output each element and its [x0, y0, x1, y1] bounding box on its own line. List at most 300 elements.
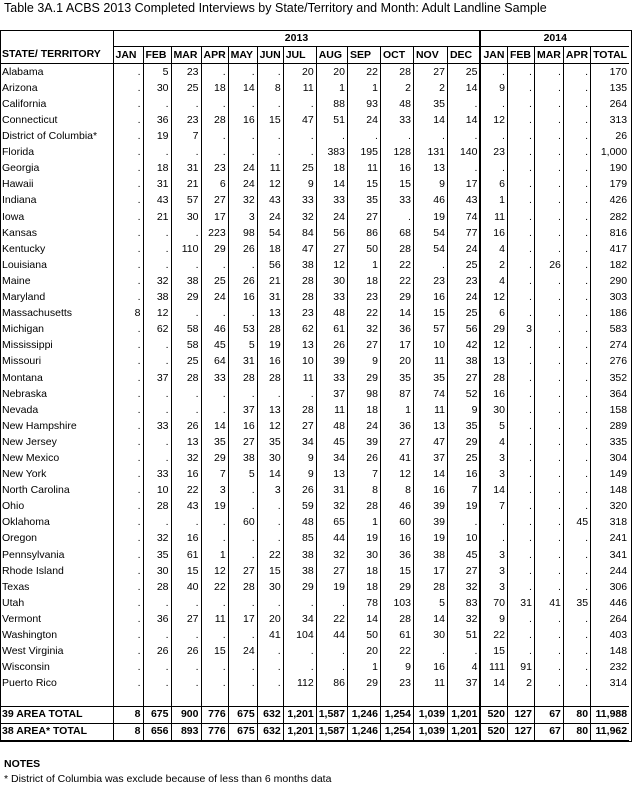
table-row	[0, 225, 629, 241]
value-cell: 27	[380, 434, 413, 450]
value-cell: 5	[143, 64, 171, 81]
value-cell: 15	[380, 177, 413, 193]
value-cell: 30	[347, 547, 380, 563]
value-cell: .	[563, 354, 590, 370]
value-cell: .	[563, 627, 590, 643]
spacer-cell	[480, 692, 507, 707]
value-cell: 26	[591, 129, 630, 145]
column-header-sep: SEP	[347, 47, 380, 64]
value-cell: 8	[347, 483, 380, 499]
interviews-table	[0, 30, 629, 741]
value-cell: .	[201, 386, 228, 402]
value-cell: 127	[507, 706, 534, 723]
value-cell: 776	[201, 706, 228, 723]
value-cell: .	[143, 595, 171, 611]
value-cell: 70	[480, 595, 507, 611]
table-body	[0, 64, 629, 741]
value-cell: 34	[316, 450, 347, 466]
value-cell: .	[143, 402, 171, 418]
value-cell: 42	[447, 338, 480, 354]
value-cell: 28	[480, 370, 507, 386]
value-cell: 170	[591, 64, 630, 81]
value-cell: 22	[347, 306, 380, 322]
value-cell: 776	[201, 723, 228, 740]
value-cell: 8	[113, 306, 143, 322]
value-cell: .	[563, 129, 590, 145]
value-cell: 38	[283, 257, 316, 273]
value-cell: 44	[316, 627, 347, 643]
value-cell: .	[563, 257, 590, 273]
value-cell: 34	[283, 611, 316, 627]
value-cell: 1,039	[413, 723, 447, 740]
value-cell: 11	[480, 209, 507, 225]
table-row	[0, 338, 629, 354]
table-row	[0, 595, 629, 611]
value-cell: 23	[283, 306, 316, 322]
value-cell: 61	[380, 627, 413, 643]
table-row	[0, 515, 629, 531]
spacer-cell	[228, 692, 257, 707]
value-cell: 39	[347, 434, 380, 450]
table-row	[0, 499, 629, 515]
value-cell: .	[228, 676, 257, 692]
value-cell: 30	[171, 209, 201, 225]
value-cell: 38	[283, 563, 316, 579]
value-cell: 276	[591, 354, 630, 370]
value-cell: 1	[201, 547, 228, 563]
value-cell: 656	[143, 723, 171, 740]
value-cell: 32	[143, 531, 171, 547]
value-cell: 1,587	[316, 706, 347, 723]
value-cell: 1,254	[380, 706, 413, 723]
value-cell: .	[507, 418, 534, 434]
value-cell: 111	[480, 660, 507, 676]
value-cell: 32	[447, 611, 480, 627]
value-cell: 25	[447, 64, 480, 81]
value-cell: .	[413, 644, 447, 660]
value-cell: 16	[480, 386, 507, 402]
table-row	[0, 723, 629, 740]
table-row	[0, 354, 629, 370]
value-cell: 17	[447, 177, 480, 193]
value-cell: 22	[316, 611, 347, 627]
value-cell: 26	[228, 241, 257, 257]
value-cell: 31	[316, 483, 347, 499]
value-cell: .	[113, 354, 143, 370]
value-cell: .	[257, 644, 283, 660]
value-cell: .	[534, 579, 563, 595]
value-cell: 58	[171, 338, 201, 354]
value-cell: .	[507, 499, 534, 515]
value-cell: 74	[447, 209, 480, 225]
table-row	[0, 322, 629, 338]
value-cell: 41	[380, 450, 413, 466]
value-cell: .	[201, 515, 228, 531]
value-cell: 28	[283, 402, 316, 418]
value-cell: .	[316, 644, 347, 660]
value-cell: 41	[257, 627, 283, 643]
state-name-cell: Michigan	[2, 323, 45, 336]
value-cell: .	[534, 225, 563, 241]
table-row	[0, 145, 629, 161]
value-cell: 5	[228, 338, 257, 354]
value-cell: 15	[171, 563, 201, 579]
value-cell: .	[534, 644, 563, 660]
value-cell: 3	[228, 209, 257, 225]
value-cell: .	[171, 676, 201, 692]
state-name-cell: Louisiana	[2, 258, 47, 271]
value-cell: .	[447, 644, 480, 660]
value-cell: .	[113, 370, 143, 386]
value-cell: .	[257, 531, 283, 547]
value-cell: .	[534, 370, 563, 386]
table-row	[0, 161, 629, 177]
value-cell: .	[113, 145, 143, 161]
value-cell: 11	[413, 402, 447, 418]
value-cell: .	[534, 80, 563, 96]
value-cell: 24	[228, 161, 257, 177]
value-cell: 29	[347, 676, 380, 692]
value-cell: 675	[228, 706, 257, 723]
value-cell: 11,988	[591, 706, 630, 723]
value-cell: .	[563, 547, 590, 563]
value-cell: 26	[283, 483, 316, 499]
value-cell: 35	[257, 434, 283, 450]
column-header-mar: MAR	[534, 47, 563, 64]
state-name-cell: California	[2, 97, 47, 110]
value-cell: 23	[480, 145, 507, 161]
column-header-may: MAY	[228, 47, 257, 64]
value-cell: .	[507, 563, 534, 579]
value-cell: .	[563, 273, 590, 289]
value-cell: 15	[347, 177, 380, 193]
column-header-state: STATE/ TERRITORY	[0, 47, 113, 64]
value-cell: .	[228, 64, 257, 81]
value-cell: 11,962	[591, 723, 630, 740]
value-cell: 34	[283, 434, 316, 450]
value-cell: 190	[591, 161, 630, 177]
value-cell: .	[534, 96, 563, 112]
value-cell: 290	[591, 273, 630, 289]
value-cell: .	[228, 627, 257, 643]
value-cell: .	[534, 402, 563, 418]
year-header-2013: 2013	[113, 30, 480, 47]
value-cell: 60	[380, 515, 413, 531]
value-cell: 25	[447, 306, 480, 322]
value-cell: 27	[447, 563, 480, 579]
value-cell: 86	[347, 225, 380, 241]
value-cell: .	[507, 627, 534, 643]
value-cell: 25	[171, 354, 201, 370]
value-cell: .	[113, 627, 143, 643]
value-cell: .	[257, 595, 283, 611]
table-row	[0, 563, 629, 579]
value-cell: 64	[201, 354, 228, 370]
value-cell: .	[113, 531, 143, 547]
value-cell: 62	[143, 322, 171, 338]
value-cell: .	[113, 257, 143, 273]
value-cell: 39	[316, 354, 347, 370]
value-cell: 13	[413, 418, 447, 434]
value-cell: .	[563, 80, 590, 96]
value-cell: .	[201, 64, 228, 81]
value-cell: 19	[413, 209, 447, 225]
value-cell: .	[113, 563, 143, 579]
spacer-cell	[534, 692, 563, 707]
value-cell: 148	[591, 483, 630, 499]
value-cell: 43	[143, 193, 171, 209]
value-cell: .	[228, 483, 257, 499]
value-cell: .	[171, 145, 201, 161]
value-cell: .	[563, 611, 590, 627]
value-cell: 304	[591, 450, 630, 466]
value-cell: .	[316, 129, 347, 145]
value-cell: 80	[563, 723, 590, 740]
value-cell: 30	[316, 273, 347, 289]
value-cell: 23	[413, 273, 447, 289]
value-cell: .	[171, 402, 201, 418]
value-cell: 48	[283, 515, 316, 531]
value-cell: .	[283, 386, 316, 402]
value-cell: 13	[283, 338, 316, 354]
value-cell: 313	[591, 112, 630, 128]
value-cell: .	[507, 96, 534, 112]
value-cell: 54	[413, 241, 447, 257]
value-cell: 4	[480, 241, 507, 257]
value-cell: 19	[201, 499, 228, 515]
value-cell: 47	[283, 241, 316, 257]
value-cell: .	[113, 515, 143, 531]
value-cell: 28	[283, 273, 316, 289]
value-cell: 13	[257, 306, 283, 322]
value-cell: 25	[283, 161, 316, 177]
value-cell: .	[507, 547, 534, 563]
value-cell: 77	[447, 225, 480, 241]
spacer-cell	[563, 692, 590, 707]
value-cell: .	[563, 531, 590, 547]
value-cell: 51	[447, 627, 480, 643]
state-name-cell: Texas	[2, 580, 30, 593]
value-cell: 14	[228, 80, 257, 96]
value-cell: .	[507, 112, 534, 128]
value-cell: .	[201, 257, 228, 273]
value-cell: .	[507, 402, 534, 418]
value-cell: 11	[283, 370, 316, 386]
value-cell: 1,201	[283, 723, 316, 740]
value-cell: .	[113, 80, 143, 96]
state-name-cell: Indiana	[2, 194, 37, 207]
value-cell: 9	[480, 611, 507, 627]
value-cell: .	[563, 322, 590, 338]
value-cell: .	[507, 64, 534, 81]
value-cell: 12	[201, 563, 228, 579]
value-cell: .	[113, 611, 143, 627]
value-cell: 8	[113, 723, 143, 740]
spacer-cell	[201, 692, 228, 707]
value-cell: 104	[283, 627, 316, 643]
value-cell: 1	[347, 80, 380, 96]
value-cell: 31	[143, 177, 171, 193]
value-cell: .	[283, 644, 316, 660]
value-cell: .	[507, 225, 534, 241]
value-cell: 28	[257, 370, 283, 386]
value-cell: .	[113, 450, 143, 466]
value-cell: 20	[283, 64, 316, 81]
value-cell: 29	[171, 290, 201, 306]
spacer-cell	[507, 692, 534, 707]
value-cell: 52	[447, 386, 480, 402]
value-cell: 18	[316, 161, 347, 177]
value-cell: 32	[447, 579, 480, 595]
value-cell: 84	[283, 225, 316, 241]
value-cell: .	[257, 64, 283, 81]
value-cell: 38	[228, 450, 257, 466]
value-cell: 41	[534, 595, 563, 611]
value-cell: .	[534, 273, 563, 289]
state-name-cell: Nebraska	[2, 387, 47, 400]
value-cell: 27	[347, 209, 380, 225]
value-cell: .	[113, 644, 143, 660]
state-name-cell: District of Columbia*	[2, 130, 98, 143]
value-cell: 14	[480, 676, 507, 692]
value-cell: 27	[228, 563, 257, 579]
value-cell: 22	[201, 579, 228, 595]
value-cell: 7	[201, 467, 228, 483]
state-name-cell: Kansas	[2, 226, 38, 239]
value-cell: 2	[413, 80, 447, 96]
table-row	[0, 547, 629, 563]
value-cell: .	[534, 547, 563, 563]
state-name-cell: Oregon	[2, 532, 38, 545]
value-cell: 27	[316, 241, 347, 257]
value-cell: .	[171, 306, 201, 322]
value-cell: 1	[347, 515, 380, 531]
value-cell: 6	[480, 306, 507, 322]
value-cell: 1	[316, 80, 347, 96]
column-header-feb: FEB	[143, 47, 171, 64]
value-cell: 54	[413, 225, 447, 241]
value-cell: 12	[380, 467, 413, 483]
value-cell: 16	[171, 531, 201, 547]
value-cell: 14	[447, 80, 480, 96]
value-cell: 35	[447, 418, 480, 434]
value-cell: .	[507, 241, 534, 257]
value-cell: .	[143, 257, 171, 273]
value-cell: .	[480, 161, 507, 177]
value-cell: 520	[480, 706, 507, 723]
state-name-cell: Vermont	[2, 612, 42, 625]
value-cell: 112	[283, 676, 316, 692]
value-cell: .	[201, 627, 228, 643]
value-cell: 23	[171, 112, 201, 128]
value-cell: .	[534, 306, 563, 322]
spacer-cell	[380, 692, 413, 707]
column-header-aug: AUG	[316, 47, 347, 64]
value-cell: .	[316, 660, 347, 676]
value-cell: 33	[380, 112, 413, 128]
value-cell: .	[228, 595, 257, 611]
value-cell: .	[413, 129, 447, 145]
value-cell: 23	[447, 273, 480, 289]
value-cell: .	[316, 595, 347, 611]
value-cell: .	[113, 161, 143, 177]
value-cell: 40	[171, 579, 201, 595]
value-cell: 244	[591, 563, 630, 579]
value-cell: 29	[480, 322, 507, 338]
value-cell: 17	[380, 338, 413, 354]
value-cell: .	[534, 386, 563, 402]
table-row	[0, 706, 629, 723]
value-cell: 25	[201, 273, 228, 289]
value-cell: 16	[380, 161, 413, 177]
value-cell: 282	[591, 209, 630, 225]
value-cell: .	[534, 322, 563, 338]
value-cell: 14	[201, 418, 228, 434]
value-cell: .	[507, 306, 534, 322]
value-cell: .	[534, 483, 563, 499]
column-header-apr: APR	[201, 47, 228, 64]
value-cell: .	[563, 450, 590, 466]
value-cell: .	[283, 129, 316, 145]
value-cell: .	[563, 306, 590, 322]
value-cell: .	[534, 64, 563, 81]
value-cell: 3	[480, 563, 507, 579]
value-cell: .	[171, 595, 201, 611]
value-cell: .	[534, 627, 563, 643]
value-cell: 20	[257, 611, 283, 627]
state-name-cell: Georgia	[2, 162, 40, 175]
value-cell: 1,039	[413, 706, 447, 723]
value-cell: 7	[447, 483, 480, 499]
value-cell: .	[143, 241, 171, 257]
table-row	[0, 402, 629, 418]
value-cell: 54	[257, 225, 283, 241]
value-cell: 33	[283, 193, 316, 209]
state-name-cell: Oklahoma	[2, 516, 50, 529]
column-header-jan: JAN	[113, 47, 143, 64]
value-cell: 1,254	[380, 723, 413, 740]
value-cell: 7	[347, 467, 380, 483]
value-cell: 11	[413, 354, 447, 370]
value-cell: .	[480, 515, 507, 531]
value-cell: 35	[347, 193, 380, 209]
value-cell: 195	[347, 145, 380, 161]
value-cell: 24	[316, 209, 347, 225]
value-cell: 12	[143, 306, 171, 322]
value-cell: .	[113, 418, 143, 434]
value-cell: .	[563, 418, 590, 434]
value-cell: 28	[171, 370, 201, 386]
spacer-cell	[283, 692, 316, 707]
value-cell: 900	[171, 706, 201, 723]
value-cell: .	[171, 225, 201, 241]
value-cell: 65	[316, 515, 347, 531]
value-cell: 78	[347, 595, 380, 611]
value-cell: 3	[480, 467, 507, 483]
value-cell: .	[283, 96, 316, 112]
value-cell: 11	[316, 402, 347, 418]
value-cell: .	[380, 129, 413, 145]
value-cell: .	[143, 96, 171, 112]
value-cell: 17	[413, 563, 447, 579]
value-cell: 14	[257, 467, 283, 483]
value-cell: 35	[201, 434, 228, 450]
value-cell: .	[534, 611, 563, 627]
value-cell: .	[228, 386, 257, 402]
value-cell: .	[534, 499, 563, 515]
value-cell: 16	[228, 290, 257, 306]
value-cell: 32	[228, 193, 257, 209]
